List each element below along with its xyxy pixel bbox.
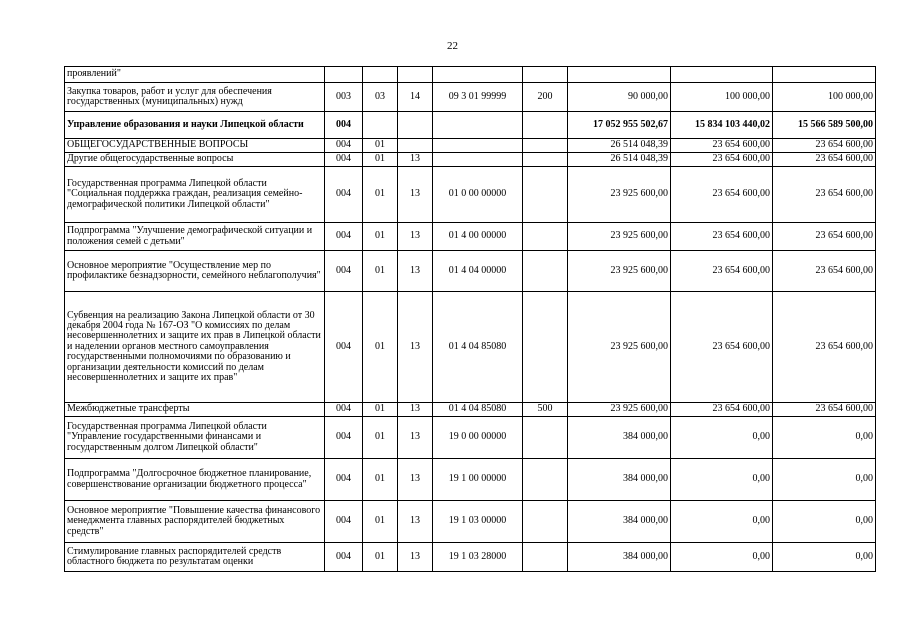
cell-amount-year2: 23 654 600,00: [671, 251, 773, 292]
table-row: [65, 67, 876, 83]
cell-rz: 01: [363, 417, 398, 459]
cell-rz: [363, 67, 398, 83]
cell-csr: [433, 67, 523, 83]
cell-pr: 13: [398, 403, 433, 417]
cell-vr: 500: [523, 403, 568, 417]
cell-name: Государственная программа Липецкой области "Управление государственными финансами и государственным долгом Липецкой области": [65, 417, 325, 459]
cell-amount-year3: 0,00: [773, 417, 876, 459]
cell-vr: [523, 251, 568, 292]
table-row: [65, 292, 876, 403]
cell-amount-year1: 90 000,00: [568, 83, 671, 112]
cell-amount-year3: 23 654 600,00: [773, 403, 876, 417]
cell-rz: 01: [363, 223, 398, 251]
table-row: [65, 459, 876, 501]
cell-vr: [523, 459, 568, 501]
cell-amount-year2: [671, 67, 773, 83]
cell-amount-year2: 0,00: [671, 417, 773, 459]
cell-pr: 13: [398, 251, 433, 292]
table-row: [65, 112, 876, 139]
cell-amount-year3: 23 654 600,00: [773, 167, 876, 223]
cell-amount-year1: 384 000,00: [568, 543, 671, 572]
cell-amount-year3: 15 566 589 500,00: [773, 112, 876, 139]
cell-amount-year2: 100 000,00: [671, 83, 773, 112]
table-row: [65, 417, 876, 459]
cell-pr: [398, 112, 433, 139]
cell-rz: 01: [363, 501, 398, 543]
cell-amount-year3: 23 654 600,00: [773, 292, 876, 403]
cell-rz: 03: [363, 83, 398, 112]
cell-name: ОБЩЕГОСУДАРСТВЕННЫЕ ВОПРОСЫ: [65, 139, 325, 153]
cell-vr: [523, 501, 568, 543]
cell-amount-year1: 23 925 600,00: [568, 223, 671, 251]
budget-table: [64, 66, 876, 572]
cell-amount-year2: 23 654 600,00: [671, 292, 773, 403]
cell-vr: [523, 417, 568, 459]
cell-name: проявлений": [65, 67, 325, 83]
cell-csr: 19 1 03 00000: [433, 501, 523, 543]
cell-pr: 13: [398, 543, 433, 572]
cell-csr: 19 1 03 28000: [433, 543, 523, 572]
cell-rz: 01: [363, 153, 398, 167]
cell-vr: [523, 153, 568, 167]
cell-amount-year2: 23 654 600,00: [671, 153, 773, 167]
cell-vr: [523, 167, 568, 223]
cell-rz: 01: [363, 403, 398, 417]
cell-rz: [363, 112, 398, 139]
table-row: [65, 153, 876, 167]
cell-vr: [523, 112, 568, 139]
cell-csr: [433, 139, 523, 153]
cell-pr: [398, 139, 433, 153]
cell-name: Управление образования и науки Липецкой области: [65, 112, 325, 139]
cell-rz: 01: [363, 251, 398, 292]
cell-ved: [325, 67, 363, 83]
cell-amount-year1: 26 514 048,39: [568, 139, 671, 153]
cell-csr: 01 4 00 00000: [433, 223, 523, 251]
cell-vr: 200: [523, 83, 568, 112]
cell-name: Закупка товаров, работ и услуг для обеспечения государственных (муниципальных) нужд: [65, 83, 325, 112]
cell-name: Государственная программа Липецкой области "Социальная поддержка граждан, реализация семейно-демографической политики Липецкой области": [65, 167, 325, 223]
cell-pr: 13: [398, 153, 433, 167]
cell-ved: 004: [325, 403, 363, 417]
cell-ved: 004: [325, 501, 363, 543]
cell-amount-year2: 23 654 600,00: [671, 167, 773, 223]
cell-amount-year2: 23 654 600,00: [671, 403, 773, 417]
cell-ved: 004: [325, 251, 363, 292]
cell-pr: 14: [398, 83, 433, 112]
cell-amount-year1: 23 925 600,00: [568, 251, 671, 292]
cell-amount-year1: 23 925 600,00: [568, 167, 671, 223]
cell-amount-year2: 0,00: [671, 459, 773, 501]
cell-ved: 004: [325, 223, 363, 251]
table-row: [65, 403, 876, 417]
cell-rz: 01: [363, 292, 398, 403]
cell-amount-year2: 23 654 600,00: [671, 139, 773, 153]
cell-vr: [523, 139, 568, 153]
cell-csr: [433, 112, 523, 139]
cell-ved: 003: [325, 83, 363, 112]
table-row: [65, 251, 876, 292]
cell-amount-year3: 0,00: [773, 543, 876, 572]
cell-ved: 004: [325, 153, 363, 167]
cell-ved: 004: [325, 292, 363, 403]
cell-vr: [523, 67, 568, 83]
cell-csr: 01 0 00 00000: [433, 167, 523, 223]
cell-amount-year3: 23 654 600,00: [773, 153, 876, 167]
cell-amount-year3: 0,00: [773, 501, 876, 543]
cell-vr: [523, 292, 568, 403]
cell-amount-year1: 17 052 955 502,67: [568, 112, 671, 139]
cell-pr: [398, 67, 433, 83]
cell-name: Стимулирование главных распорядителей средств областного бюджета по результатам оценки: [65, 543, 325, 572]
cell-amount-year2: 0,00: [671, 543, 773, 572]
cell-ved: 004: [325, 543, 363, 572]
cell-amount-year1: 384 000,00: [568, 501, 671, 543]
cell-amount-year1: 23 925 600,00: [568, 403, 671, 417]
table-row: [65, 83, 876, 112]
cell-csr: 01 4 04 00000: [433, 251, 523, 292]
cell-pr: 13: [398, 459, 433, 501]
cell-name: Подпрограмма "Улучшение демографической ситуации и положения семей с детьми": [65, 223, 325, 251]
cell-amount-year1: 384 000,00: [568, 459, 671, 501]
cell-pr: 13: [398, 167, 433, 223]
cell-csr: 19 1 00 00000: [433, 459, 523, 501]
cell-rz: 01: [363, 139, 398, 153]
cell-amount-year1: 26 514 048,39: [568, 153, 671, 167]
cell-csr: 01 4 04 85080: [433, 292, 523, 403]
cell-rz: 01: [363, 543, 398, 572]
cell-name: Межбюджетные трансферты: [65, 403, 325, 417]
cell-vr: [523, 543, 568, 572]
cell-name: Основное мероприятие "Осуществление мер по профилактике безнадзорности, семейного неблагополучия": [65, 251, 325, 292]
cell-ved: 004: [325, 139, 363, 153]
table-row: [65, 223, 876, 251]
cell-name: Субвенция на реализацию Закона Липецкой области от 30 декабря 2004 года № 167-ОЗ "О комиссиях по делам несовершеннолетних и защите их прав в Липецкой области и наделении органов местного самоуправления государственными полномочиями по образованию и организации деятельности комиссий по делам несовершеннолетних и защите их прав": [65, 292, 325, 403]
cell-csr: 01 4 04 85080: [433, 403, 523, 417]
cell-pr: 13: [398, 223, 433, 251]
cell-csr: 09 3 01 99999: [433, 83, 523, 112]
cell-amount-year2: 0,00: [671, 501, 773, 543]
cell-name: Другие общегосударственные вопросы: [65, 153, 325, 167]
cell-amount-year3: 23 654 600,00: [773, 251, 876, 292]
cell-amount-year3: [773, 67, 876, 83]
cell-ved: 004: [325, 459, 363, 501]
cell-amount-year1: [568, 67, 671, 83]
table-row: [65, 167, 876, 223]
cell-amount-year2: 23 654 600,00: [671, 223, 773, 251]
cell-amount-year3: 23 654 600,00: [773, 223, 876, 251]
table-row: [65, 139, 876, 153]
cell-csr: [433, 153, 523, 167]
cell-pr: 13: [398, 292, 433, 403]
cell-pr: 13: [398, 417, 433, 459]
cell-amount-year3: 23 654 600,00: [773, 139, 876, 153]
page-number: 22: [447, 40, 458, 52]
cell-rz: 01: [363, 459, 398, 501]
cell-amount-year1: 23 925 600,00: [568, 292, 671, 403]
cell-amount-year2: 15 834 103 440,02: [671, 112, 773, 139]
cell-amount-year3: 0,00: [773, 459, 876, 501]
cell-amount-year3: 100 000,00: [773, 83, 876, 112]
cell-name: Подпрограмма "Долгосрочное бюджетное планирование, совершенствование организации бюджетного процесса": [65, 459, 325, 501]
budget-table-body: [65, 67, 876, 572]
cell-name: Основное мероприятие "Повышение качества финансового менеджмента главных распорядителей бюджетных средств": [65, 501, 325, 543]
cell-ved: 004: [325, 417, 363, 459]
table-row: [65, 501, 876, 543]
table-row: [65, 543, 876, 572]
cell-rz: 01: [363, 167, 398, 223]
cell-csr: 19 0 00 00000: [433, 417, 523, 459]
cell-pr: 13: [398, 501, 433, 543]
cell-ved: 004: [325, 167, 363, 223]
cell-amount-year1: 384 000,00: [568, 417, 671, 459]
cell-ved: 004: [325, 112, 363, 139]
cell-vr: [523, 223, 568, 251]
